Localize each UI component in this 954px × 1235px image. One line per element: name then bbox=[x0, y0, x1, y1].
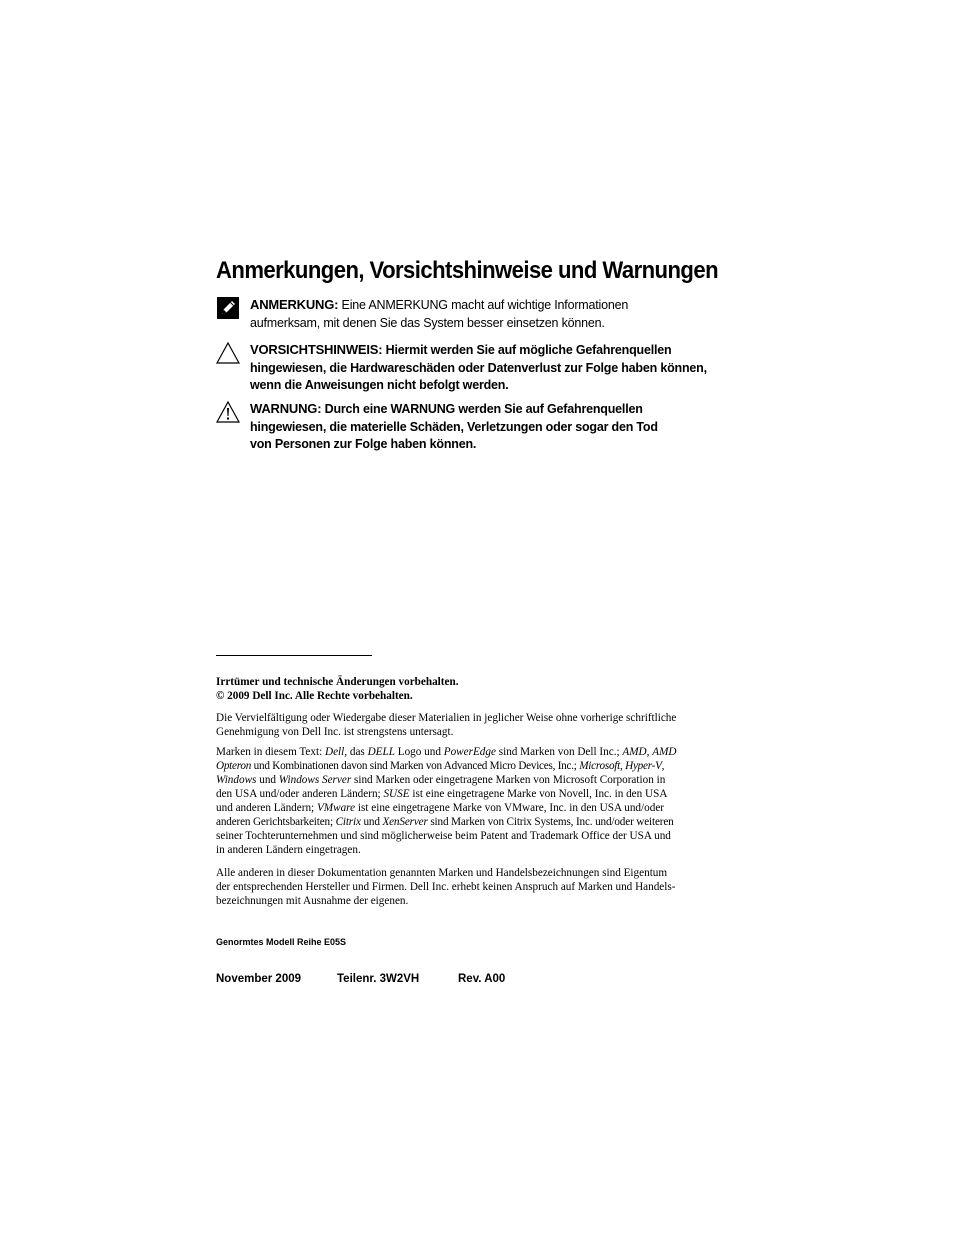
trademark-name: DELL bbox=[367, 746, 395, 758]
copyright-block bbox=[216, 675, 716, 703]
caution-text bbox=[250, 341, 720, 395]
revision: Rev. A00 bbox=[458, 973, 506, 985]
trademark-name: Windows bbox=[216, 774, 257, 786]
trademark-name: Microsoft bbox=[579, 760, 621, 772]
trademark-name: SUSE bbox=[383, 788, 410, 800]
caution-label: VORSICHTSHINWEIS: bbox=[250, 342, 383, 357]
copyright-line: © 2009 Dell Inc. Alle Rechte vorbehalten. bbox=[216, 690, 413, 702]
other-trademarks-line: Alle anderen in dieser Dokumentation genannten Marken und Handelsbezeichnungen sind Eigentum bbox=[216, 867, 668, 879]
warning-line: von Personen zur Folge haben können. bbox=[250, 437, 477, 451]
trademark-name: Citrix bbox=[335, 816, 361, 828]
note-label: ANMERKUNG: bbox=[250, 297, 339, 312]
trademark-name: Dell bbox=[325, 746, 345, 758]
note-line: Eine ANMERKUNG macht auf wichtige Informationen bbox=[338, 298, 629, 312]
trademark-name: Opteron bbox=[216, 760, 252, 772]
other-trademarks-line: bezeichnungen mit Ausnahme der eigenen. bbox=[216, 895, 409, 907]
publication-date: November 2009 bbox=[216, 973, 302, 985]
note-line: aufmerksam, mit denen Sie das System besser einsetzen können. bbox=[250, 315, 605, 330]
footnote-divider bbox=[216, 655, 372, 656]
note-pencil-icon bbox=[216, 296, 240, 320]
trademark-name: AMD bbox=[622, 746, 647, 758]
other-trademarks-notice bbox=[216, 866, 716, 908]
page-title: Anmerkungen, Vorsichtshinweise und Warnungen bbox=[216, 257, 719, 284]
warning-line: hingewiesen, die materielle Schäden, Verletzungen oder sogar den Tod bbox=[250, 419, 658, 434]
note-text bbox=[250, 296, 720, 332]
trademark-name: AMD bbox=[652, 746, 677, 758]
caution-triangle-icon bbox=[216, 341, 240, 365]
warning-label: WARNUNG: bbox=[250, 401, 322, 416]
reproduction-line: Die Vervielfältigung oder Wiedergabe dieser Materialien in jeglicher Weise ohne vorherige schriftliche bbox=[216, 712, 677, 724]
trademark-name: PowerEdge bbox=[443, 746, 496, 758]
caution-line: wenn die Anweisungen nicht befolgt werden. bbox=[250, 378, 509, 392]
regulatory-model: Genormtes Modell Reihe E05S bbox=[216, 937, 347, 947]
warning-line: Durch eine WARNUNG werden Sie auf Gefahrenquellen bbox=[321, 402, 643, 416]
trademark-name: Windows Server bbox=[278, 774, 352, 786]
part-number: Teilenr. 3W2VH bbox=[337, 973, 420, 985]
reproduction-notice bbox=[216, 711, 716, 739]
trademark-name: VMware bbox=[316, 802, 356, 814]
caution-line: Hiermit werden Sie auf mögliche Gefahrenquellen bbox=[382, 343, 672, 357]
trademark-name: XenServer bbox=[382, 816, 428, 828]
trademarks-notice: Marken in diesem Text: Dell, das DELL Logo und PowerEdge sind Marken von Dell Inc.; AMD, AMD Opteron und Kombinationen davon sind Marken von Advanced Micro Devices, Inc.; Microsoft, Hyper-V, Windows und Windows Server sind Marken oder eingetragene Marken von Microsoft Corporation in den USA und/oder anderen Ländern; SUSE ist eine eingetragene Marke von Novell, Inc. in den USA und anderen Ländern; VMware ist eine eingetragene Marke von VMware, Inc. in den USA und/oder anderen Gerichtsbarkeiten; Citrix und XenServer sind Marken von Citrix Systems, Inc. und/oder weiteren seiner Tochterunternehmen und sind möglicherweise beim Patent and Trademark Office der USA und in anderen Ländern eingetragen. bbox=[216, 746, 677, 856]
warning-text bbox=[250, 400, 720, 454]
trademark-name: Hyper-V bbox=[625, 760, 662, 772]
other-trademarks-line: der entsprechenden Hersteller und Firmen. Dell Inc. erhebt keinen Anspruch auf Marken und Handels- bbox=[216, 881, 676, 893]
reproduction-line: Genehmigung von Dell Inc. ist strengstens untersagt. bbox=[216, 726, 454, 738]
copyright-line: Irrtümer und technische Änderungen vorbehalten. bbox=[216, 676, 459, 688]
warning-exclamation-triangle-icon bbox=[216, 400, 240, 424]
caution-line: hingewiesen, die Hardwareschäden oder Datenverlust zur Folge haben können, bbox=[250, 360, 707, 375]
